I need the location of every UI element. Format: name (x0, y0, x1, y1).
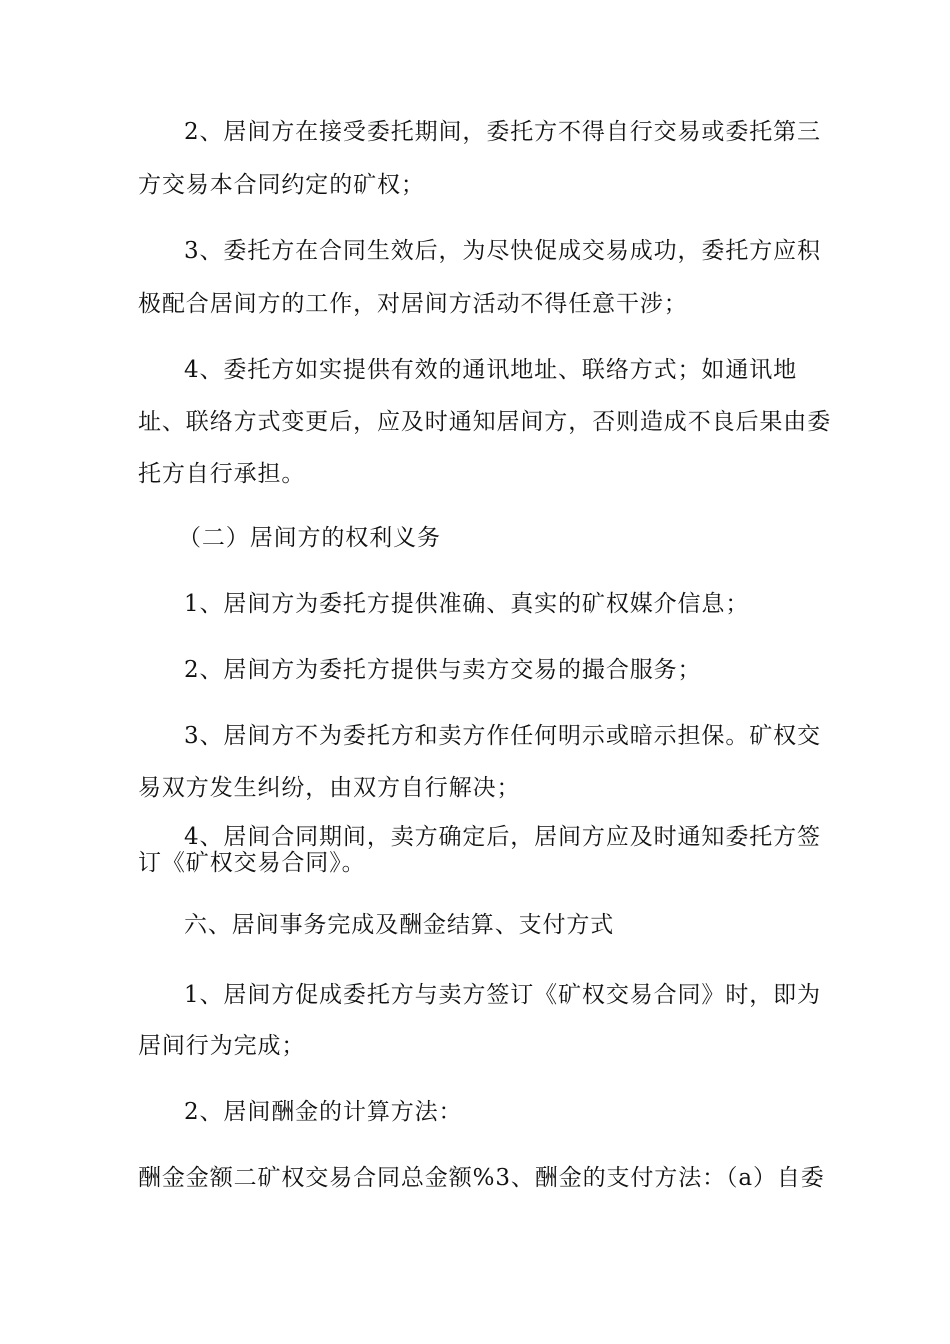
text-line: 址、联络方式变更后，应及时通知居间方，否则造成不良后果由委 (138, 409, 832, 435)
text-line: 2、居间酬金的计算方法： (184, 1099, 463, 1125)
text-line: 2、居间方为委托方提供与卖方交易的撮合服务； (184, 657, 702, 683)
section-heading: 六、居间事务完成及酬金结算、支付方式 (184, 912, 615, 938)
text-line: 1、居间方为委托方提供准确、真实的矿权媒介信息； (184, 591, 750, 617)
text-line: 1、居间方促成委托方与卖方签订《矿权交易合同》时，即为 (184, 982, 821, 1008)
text-line: 4、居间合同期间，卖方确定后，居间方应及时通知委托方签 (184, 824, 821, 850)
text-line: 酬金金额二矿权交易合同总金额%3、酬金的支付方法：（a）自委 (138, 1165, 825, 1191)
text-line: 3、委托方在合同生效后，为尽快促成交易成功，委托方应积 (184, 238, 821, 264)
text-line: 托方自行承担。 (138, 461, 306, 487)
text-line: 居间行为完成； (138, 1033, 306, 1059)
text-line: 方交易本合同约定的矿权； (138, 172, 425, 198)
text-line: 极配合居间方的工作，对居间方活动不得任意干涉； (138, 291, 688, 317)
text-line: 4、委托方如实提供有效的通讯地址、联络方式；如通讯地 (184, 357, 798, 383)
text-line: 订《矿权交易合同》。 (138, 850, 366, 876)
text-line: 易双方发生纠纷，由双方自行解决； (138, 775, 521, 801)
text-line: 2、居间方在接受委托期间，委托方不得自行交易或委托第三 (184, 119, 821, 145)
section-heading: （二）居间方的权利义务 (178, 525, 441, 551)
text-line: 3、居间方不为委托方和卖方作任何明示或暗示担保。矿权交 (184, 723, 821, 749)
